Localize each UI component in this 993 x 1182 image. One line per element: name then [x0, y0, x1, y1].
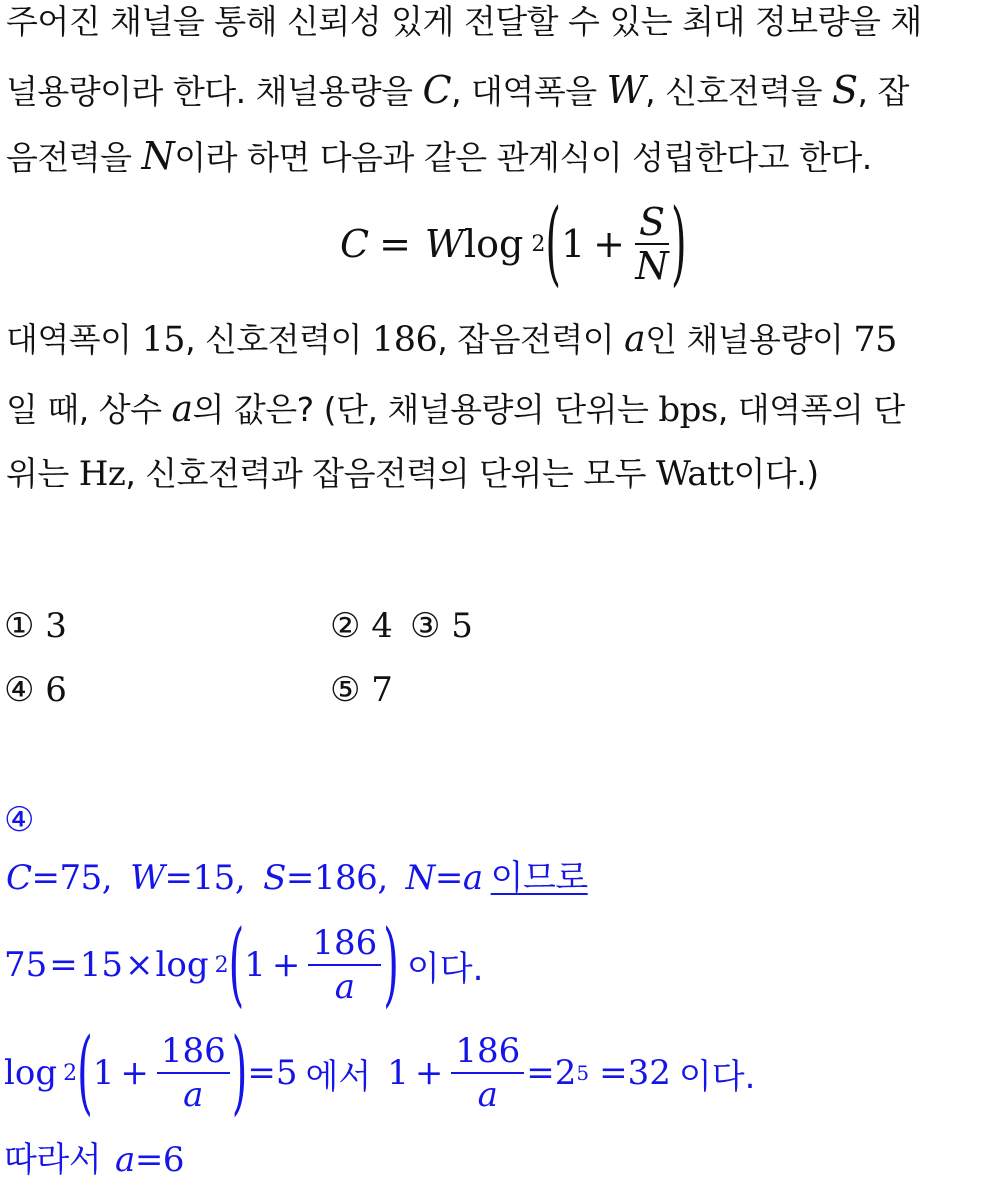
formula-w: W	[424, 222, 464, 266]
main-formula	[340, 191, 687, 297]
sol-log: log	[4, 1053, 58, 1093]
choice-label: ②	[330, 606, 361, 646]
sol-75: 75	[59, 858, 102, 898]
choice-value: 7	[371, 670, 393, 710]
problem-text: , 대역폭을	[451, 72, 607, 111]
sol-fraction	[157, 1032, 230, 1114]
sol-32: 32	[627, 1053, 671, 1093]
choice-3[interactable]	[410, 604, 473, 648]
sol-five: 5	[275, 1053, 298, 1093]
formula-plus: +	[593, 222, 625, 266]
sol-eq: =	[49, 945, 78, 985]
sol-eq: =	[247, 1053, 276, 1093]
value-186: 186	[371, 320, 438, 360]
right-paren: )	[671, 191, 687, 297]
sol-text: 이므로	[490, 858, 588, 898]
formula-one: 1	[560, 222, 586, 266]
value-15: 15	[141, 320, 186, 360]
math-var-a: a	[171, 389, 193, 430]
fraction-numerator: 186	[451, 1032, 524, 1074]
math-var-a: a	[624, 319, 646, 360]
fraction-numerator: S	[635, 203, 669, 245]
sol-eq: =	[599, 1053, 628, 1093]
value-75: 75	[853, 320, 897, 360]
solution-answer	[4, 798, 34, 842]
formula-c: C	[340, 222, 370, 266]
sol-sep: ,	[101, 858, 113, 898]
formula-log: log	[463, 222, 524, 266]
problem-text: , 신호전력이	[185, 320, 372, 359]
sol-eq: =	[31, 858, 60, 898]
sol-c: C	[6, 858, 32, 898]
problem-text: 일 때, 상수	[6, 390, 172, 429]
problem-text: 이라 하면 다음과 같은 관계식이 성립한다고 한다.	[174, 138, 872, 177]
choice-label: ①	[4, 606, 35, 646]
choice-5[interactable]	[330, 668, 393, 712]
solution-line-1	[6, 856, 588, 900]
problem-line-2	[6, 68, 909, 114]
sol-exponent: 5	[576, 1061, 590, 1085]
fraction-denominator: a	[183, 1075, 204, 1115]
problem-text: 위는	[6, 454, 79, 493]
problem-line-6	[6, 452, 819, 496]
sol-s: S	[263, 858, 286, 898]
sol-75: 75	[4, 945, 48, 985]
fraction-denominator: N	[635, 244, 669, 288]
sol-times: ×	[125, 945, 154, 985]
choice-value: 4	[371, 606, 393, 646]
sol-sep: ,	[377, 858, 388, 898]
choice-value: 6	[45, 670, 67, 710]
sol-one: 1	[387, 1053, 409, 1093]
left-paren: (	[228, 912, 245, 1018]
formula-eq: =	[379, 222, 411, 266]
problem-text: 주어진 채널을 통해 신뢰성 있게 전달할 수 있는 최대 정보량을 채	[6, 2, 922, 41]
sol-one: 1	[244, 945, 266, 985]
unit-watt: Watt	[655, 454, 734, 494]
problem-line-3	[6, 134, 872, 180]
sol-plus: +	[271, 945, 301, 985]
problem-line-5	[6, 388, 905, 432]
choice-2[interactable]	[330, 604, 393, 648]
sol-eq: =	[434, 858, 463, 898]
sol-two: 2	[554, 1053, 577, 1093]
choice-label: ⑤	[330, 670, 361, 710]
sol-six: 6	[162, 1140, 184, 1180]
formula-fraction	[635, 200, 669, 288]
math-var-n: N	[141, 134, 175, 178]
math-var-w: W	[606, 68, 646, 112]
sol-text: 이다.	[406, 948, 484, 989]
choice-label: ④	[4, 670, 35, 710]
right-paren: )	[231, 1020, 248, 1126]
sol-one: 1	[92, 1053, 115, 1093]
left-paren: (	[77, 1020, 93, 1126]
problem-text: , 잡	[857, 72, 909, 111]
problem-text: 이다.)	[733, 454, 819, 493]
formula-base: 2	[531, 231, 546, 257]
sol-a: a	[462, 858, 483, 898]
solution-line-2	[4, 912, 484, 1018]
problem-text: 의 값은? (단, 채널용량의 단위는	[192, 390, 659, 429]
unit-hz: Hz	[78, 454, 126, 494]
sol-eq: =	[285, 858, 314, 898]
choice-label: ③	[410, 606, 441, 646]
solution-line-3	[4, 1020, 756, 1126]
choice-value: 3	[45, 606, 67, 646]
sol-eq: =	[134, 1140, 163, 1180]
sol-base: 2	[63, 1060, 78, 1086]
fraction-denominator: a	[477, 1075, 498, 1115]
sol-15: 15	[192, 858, 235, 898]
sol-n: N	[405, 858, 435, 898]
problem-text: 인 채널용량이	[645, 320, 854, 359]
math-var-s: S	[831, 68, 858, 112]
sol-a: a	[115, 1140, 135, 1180]
choice-1[interactable]	[4, 604, 67, 648]
sol-186: 186	[313, 858, 378, 898]
sol-15: 15	[79, 945, 124, 985]
problem-text: , 신호전력을	[645, 72, 832, 111]
sol-eq: =	[164, 858, 193, 898]
problem-text: 대역폭이	[6, 320, 142, 359]
sol-text: 따라서	[4, 1140, 102, 1180]
choice-value: 5	[451, 606, 473, 646]
problem-text: 널용량이라 한다. 채널용량을	[6, 72, 423, 111]
sol-fraction	[451, 1032, 524, 1114]
right-paren: )	[383, 912, 399, 1018]
fraction-numerator: 186	[157, 1032, 230, 1074]
left-paren: (	[545, 191, 561, 297]
fraction-numerator: 186	[308, 924, 381, 966]
sol-sep: ,	[234, 858, 246, 898]
fraction-denominator: a	[334, 967, 355, 1007]
sol-text: 이다.	[678, 1056, 756, 1097]
unit-bps: bps	[658, 390, 718, 430]
sol-w: W	[130, 858, 165, 898]
problem-text: , 신호전력과 잡음전력의 단위는 모두	[125, 454, 656, 493]
sol-eq: =	[526, 1053, 555, 1093]
choice-4[interactable]	[4, 668, 67, 712]
sol-plus: +	[414, 1053, 444, 1093]
problem-text: , 대역폭의 단	[717, 390, 905, 429]
sol-fraction	[308, 924, 381, 1006]
answer-label: ④	[4, 800, 35, 840]
problem-line-1	[6, 0, 922, 44]
problem-text: , 잡음전력이	[437, 320, 625, 359]
problem-text: 음전력을	[6, 138, 142, 177]
solution-line-4	[4, 1138, 184, 1182]
sol-log: log	[155, 945, 209, 985]
sol-base: 2	[214, 952, 229, 978]
sol-plus: +	[120, 1053, 149, 1093]
sol-text: 에서	[305, 1056, 372, 1097]
math-var-c: C	[422, 68, 452, 112]
problem-line-4	[6, 318, 897, 362]
